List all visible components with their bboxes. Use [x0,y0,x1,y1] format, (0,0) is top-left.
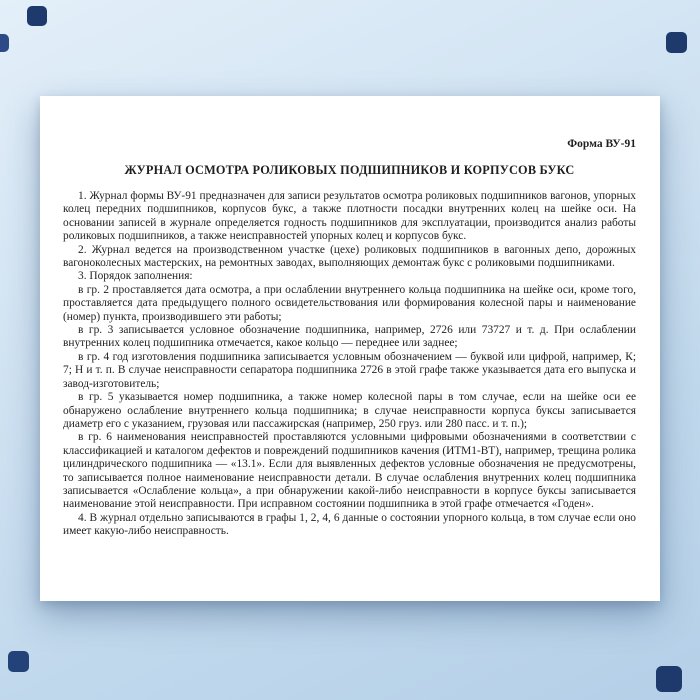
form-number-label: Форма ВУ-91 [567,138,636,150]
paragraph: в гр. 6 наименования неисправностей проставляются условными цифровыми обозначениями в соответствии с классификацией и каталогом дефектов и повреждений подшипников качения (ИТМ1-ВТ), например, трещина ролика цилиндрического подшипника — «13.1». Если для выявленных дефектов условные обозначения не предусмотрены, то записывается полное наименование неисправности детали. В случае ослабления внутренних колец подшипника записывается «Ослабление кольца», а при обнаружении какой-либо неисправности в корпусе буксы записывается наименование этой неисправности. При исправном состоянии подшипника в этой графе отмечается «Годен». [63,431,636,511]
paragraph: в гр. 2 проставляется дата осмотра, а при ослаблении внутреннего кольца подшипника на шейке оси, кроме того, проставляется дата предыдущего полного освидетельствования или формирования колесной пары и наименование (номер) пункта, производившего эти работы; [63,283,636,323]
decor-square-left-edge [0,34,9,52]
paragraph: 2. Журнал ведется на производственном участке (цехе) роликовых подшипников в вагонных депо, дорожных вагоноколесных мастерских, на ремонтных заводах, выполняющих демонтаж букс с роликовыми подшипниками. [63,243,636,270]
paragraph: 1. Журнал формы ВУ-91 предназначен для записи результатов осмотра роликовых подшипников вагонов, упорных колец передних подшипников, корпусов букс, а также плотности посадки внутренних колец на шейке оси. На основании записей в журнале определяется годность подшипников для эксплуатации, производится анализ работы роликовых подшипников, а также неисправностей упорных колец и корпусов букс. [63,190,636,243]
document-body [63,190,636,539]
decor-square-bottom-right [656,666,682,692]
document-title: ЖУРНАЛ ОСМОТРА РОЛИКОВЫХ ПОДШИПНИКОВ И КОРПУСОВ БУКС [124,163,575,177]
decor-square-top-left [27,6,47,26]
paragraph: 4. В журнал отдельно записываются в графы 1, 2, 4, 6 данные о состоянии упорного кольца, в том случае если оно имеет какую-либо неисправность. [63,511,636,538]
paragraph: в гр. 4 год изготовления подшипника записывается условным обозначением — буквой или цифрой, например, К; 7; Н и т. п. В случае неисправности сепаратора подшипника 2726 в этой графе также указывается дата его выпуска и завод-изготовитель; [63,350,636,390]
paragraph: в гр. 3 записывается условное обозначение подшипника, например, 2726 или 73727 и т. д. При ослаблении внутренних колец подшипника отмечается, какое кольцо — переднее или заднее; [63,324,636,350]
decor-square-bottom-left [8,651,29,672]
paragraph: в гр. 5 указывается номер подшипника, а также номер колесной пары в том случае, если на шейке оси ее обнаружено ослабление внутреннего кольца подшипника; в случае неисправности корпуса буксы записывается диаметр его с указанием, грузовая или пассажирская (например, 250 груз. или 280 пасс. и т. п.); [63,391,636,430]
paragraph: 3. Порядок заполнения: [78,270,193,283]
decor-square-top-right [666,32,687,53]
document-page [40,96,660,601]
